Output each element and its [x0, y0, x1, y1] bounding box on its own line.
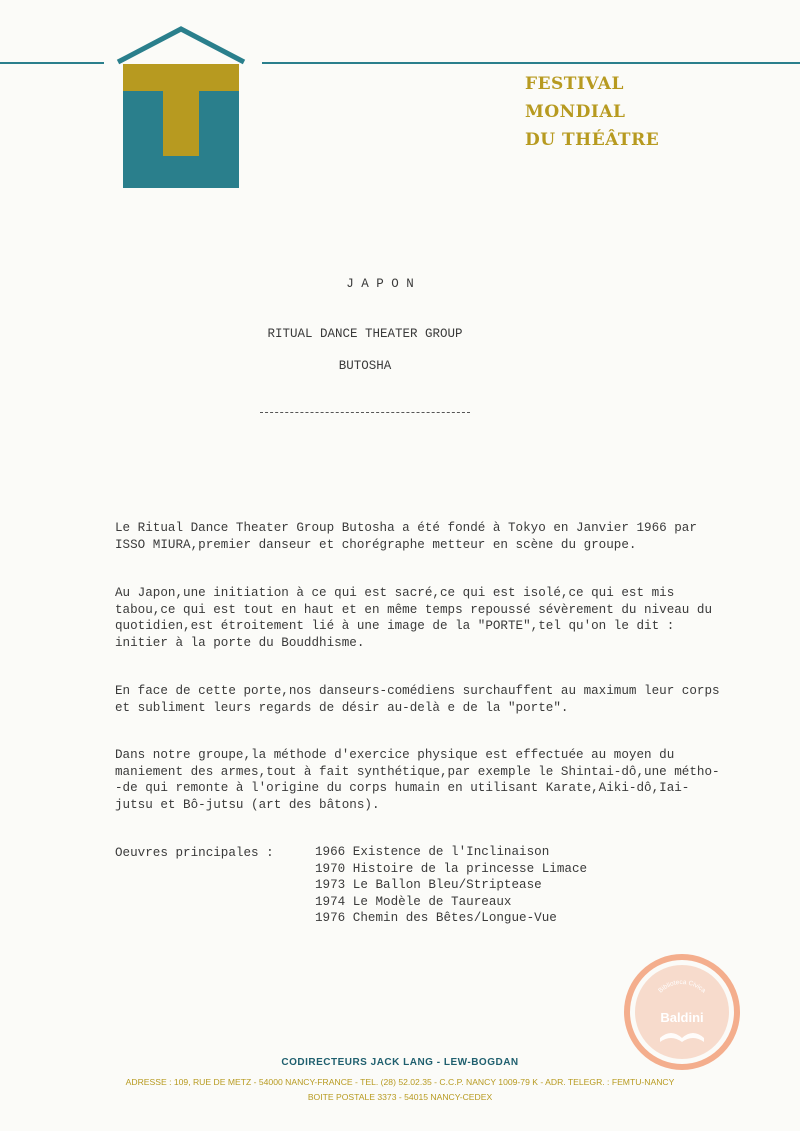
festival-name-line-2: MONDIAL	[525, 102, 626, 122]
works-list	[315, 844, 587, 927]
footer-directors: CODIRECTEURS JACK LANG - LEW-BOGDAN	[281, 1057, 519, 1068]
paragraph-line: Dans notre groupe,la méthode d'exercice physique est effectuée au moyen du	[115, 748, 675, 762]
country-heading: J A P O N	[346, 277, 414, 291]
stamp-arc-text: Biblioteca Civica	[657, 978, 707, 995]
footer-address: ADRESSE : 109, RUE DE METZ - 54000 NANCY-FRANCE - TEL. (28) 52.02.35 - C.C.P. NANCY 1009-79 K - ADR. TELEGR. : FEMTU-NANCY	[125, 1077, 675, 1087]
paragraph-line: et subliment leurs regards de désir au-delà e de la "porte".	[115, 700, 569, 715]
paragraph-4	[115, 747, 775, 813]
paragraph-1	[115, 520, 775, 553]
company-heading: BUTOSHA	[338, 359, 392, 373]
library-stamp-icon	[622, 952, 742, 1072]
works-item: 1976 Chemin des Bêtes/Longue-Vue	[315, 911, 557, 925]
paragraph-line: ISSO MIURA,premier danseur et chorégraphe metteur en scène du groupe.	[115, 537, 637, 552]
paragraph-line: tabou,ce qui est tout en haut et en même temps repoussé sévèrement du niveau du	[115, 602, 713, 617]
group-heading: RITUAL DANCE THEATER GROUP	[267, 327, 463, 341]
works-item: 1966 Existence de l'Inclinaison	[315, 845, 550, 859]
paragraph-line: quotidien,est étroitement lié à une image de la "PORTE",tel qu'on le dit :	[115, 619, 675, 633]
header-rule-left	[0, 62, 104, 64]
festival-name	[525, 70, 659, 154]
festival-name-line-1: FESTIVAL	[525, 74, 624, 94]
works-item: 1970 Histoire de la princesse Limace	[315, 861, 588, 876]
festival-name-line-3: DU THÉÂTRE	[525, 130, 660, 150]
paragraph-line: En face de cette porte,nos danseurs-comédiens surchauffent au maximum leur corps	[115, 684, 720, 698]
works-item: 1974 Le Modèle de Taureaux	[315, 894, 512, 909]
paragraph-2	[115, 585, 775, 651]
paragraph-line: Au Japon,une initiation à ce qui est sacré,ce qui est isolé,ce qui est mis	[115, 586, 675, 600]
footer-postbox: BOITE POSTALE 3373 - 54015 NANCY-CEDEX	[307, 1092, 493, 1102]
works-label: Oeuvres principales :	[115, 846, 274, 860]
paragraph-line: Le Ritual Dance Theater Group Butosha a été fondé à Tokyo en Janvier 1966 par	[115, 521, 697, 535]
works-item: 1973 Le Ballon Bleu/Striptease	[315, 878, 542, 892]
festival-theatre-logo-icon	[116, 26, 246, 188]
header-rule-right	[262, 62, 800, 64]
paragraph-line: jutsu et Bô-jutsu (art des bâtons).	[115, 797, 380, 812]
paragraph-3	[115, 683, 775, 716]
paragraph-line: initier à la porte du Bouddhisme.	[115, 635, 365, 650]
paragraph-line: maniement des armes,tout à fait synthétique,par exemple le Shintai-dô,une métho-	[115, 764, 720, 779]
stamp-name: Baldini	[660, 1010, 704, 1025]
paragraph-line: -de qui remonte à l'origine du corps humain en utilisant Karate,Aiki-dô,Iai-	[115, 781, 690, 795]
heading-separator	[260, 412, 470, 413]
